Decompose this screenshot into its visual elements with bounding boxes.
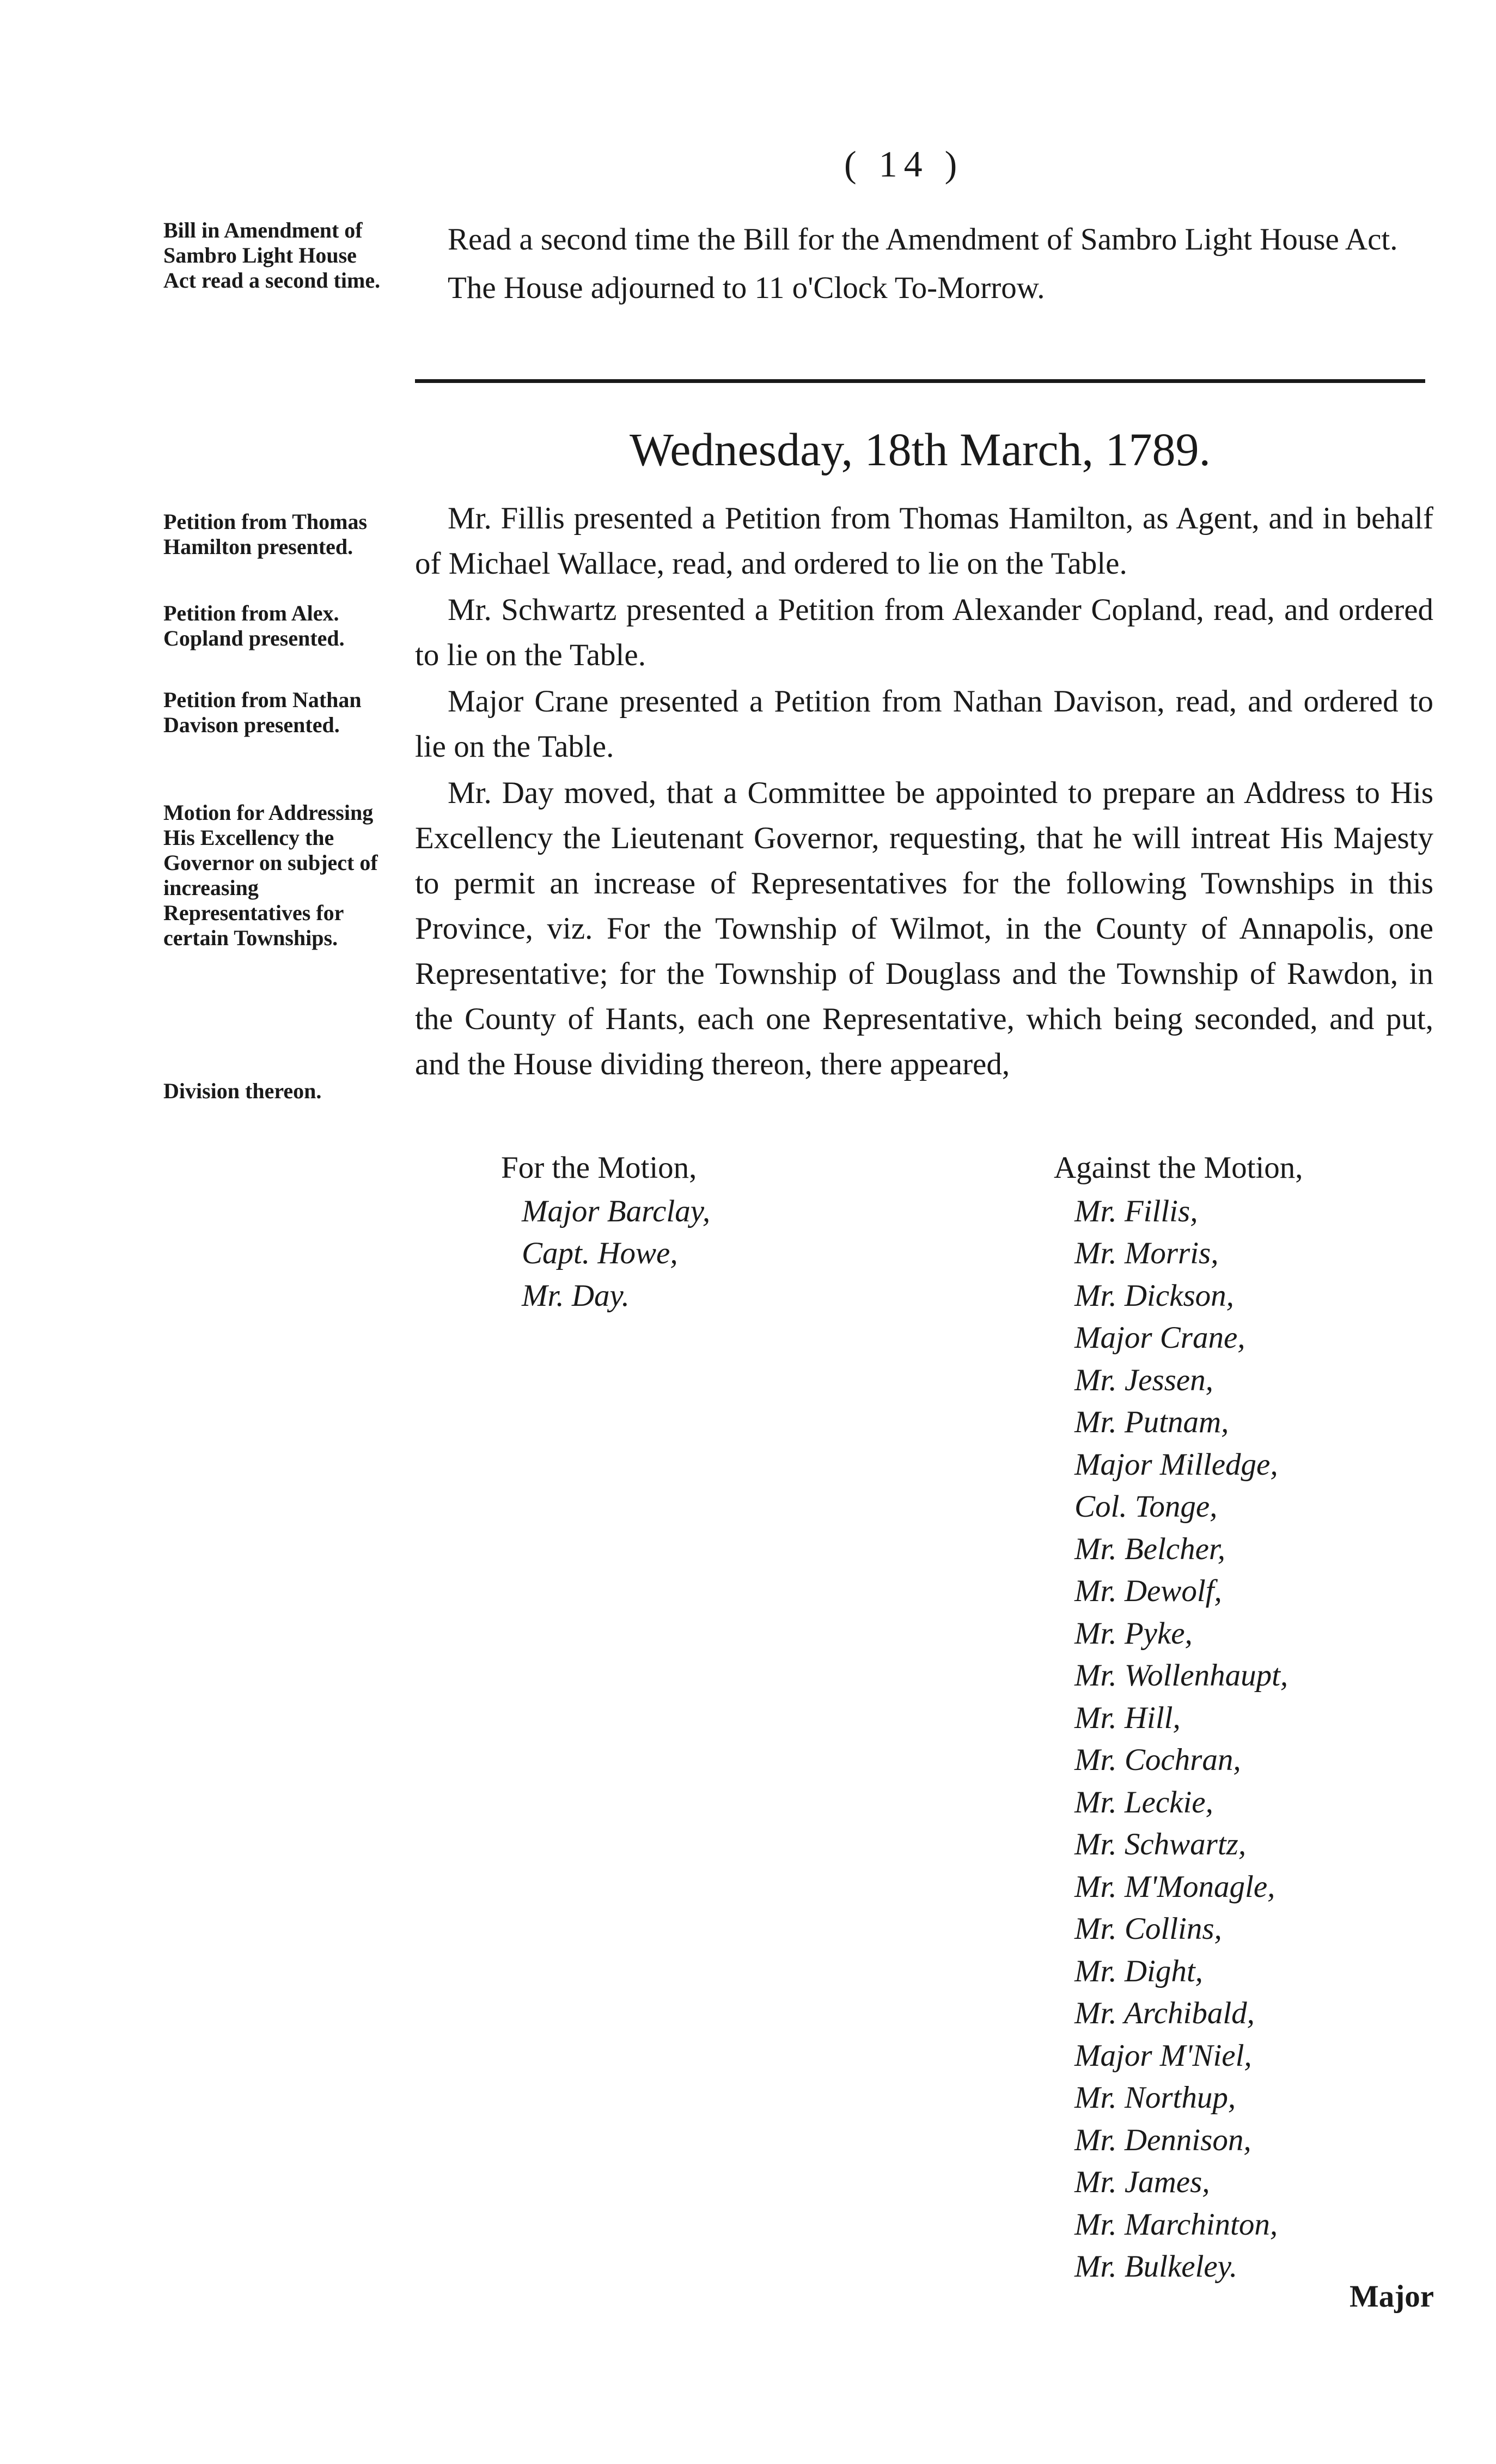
for-member: Major Barclay,	[522, 1194, 711, 1228]
against-member: Mr. Archibald,	[1074, 1996, 1255, 2030]
against-member: Mr. Hill,	[1074, 1700, 1181, 1735]
paragraph-copland-petition: Mr. Schwartz presented a Petition from Alexander Copland, read, and ordered to lie on the Table.	[415, 593, 1433, 672]
margin-note-davison-petition: Petition from Nathan Davison presented.	[163, 688, 362, 737]
against-member: Mr. Northup,	[1074, 2080, 1236, 2115]
against-member: Mr. Fillis,	[1074, 1194, 1198, 1228]
paragraph-motion: Mr. Day moved, that a Committee be appointed to prepare an Address to His Excellency the Lieutenant Governor, requesting, that he will intreat His Majesty to permit an increase of Representatives for the following Townships in this Province, viz. For the Township of Wilmot, in the County of Annapolis, one Representative; for the Township of Douglass and the Township of Rawdon, in the County of Hants, each one Representative, which being seconded, and put, and the House dividing thereon, there appeared,	[415, 776, 1433, 1081]
page-number: ( 14 )	[844, 143, 964, 185]
paragraph-davison-petition: Major Crane presented a Petition from Nathan Davison, read, and ordered to lie on the Table.	[415, 684, 1433, 764]
against-member: Mr. Leckie,	[1074, 1785, 1213, 1820]
vote-against-list	[1054, 1190, 1303, 2288]
paragraph-second-reading: Read a second time the Bill for the Amendment of Sambro Light House Act.	[448, 222, 1398, 257]
against-member: Mr. Putnam,	[1074, 1405, 1229, 1439]
against-member: Mr. Wollenhaupt,	[1074, 1658, 1289, 1693]
against-member: Mr. Collins,	[1074, 1912, 1222, 1946]
date-heading: Wednesday, 18th March, 1789.	[629, 423, 1211, 476]
against-member: Mr. Schwartz,	[1074, 1827, 1247, 1861]
against-member: Mr. Morris,	[1074, 1236, 1219, 1270]
against-member: Mr. Bulkeley.	[1074, 2249, 1238, 2284]
margin-note-division: Division thereon.	[163, 1079, 322, 1103]
main-text	[415, 496, 1433, 1087]
against-member: Mr. Jessen,	[1074, 1362, 1213, 1397]
against-member: Major Milledge,	[1074, 1447, 1278, 1482]
vote-against-column	[1054, 1147, 1303, 2288]
margin-note-copland-petition: Petition from Alex. Copland presented.	[163, 601, 345, 650]
against-member: Mr. Belcher,	[1074, 1531, 1226, 1566]
against-member: Mr. Cochran,	[1074, 1743, 1241, 1777]
vote-for-title: For the Motion,	[501, 1151, 697, 1185]
against-member: Major Crane,	[1074, 1321, 1245, 1355]
against-member: Mr. Dight,	[1074, 1954, 1203, 1988]
against-member: Mr. Dewolf,	[1074, 1574, 1222, 1608]
vote-for-column	[501, 1147, 710, 1317]
vote-against-title: Against the Motion,	[1054, 1151, 1303, 1185]
against-member: Mr. Dennison,	[1074, 2122, 1251, 2157]
for-member: Mr. Day.	[522, 1278, 630, 1313]
against-member: Major M'Niel,	[1074, 2038, 1252, 2073]
margin-note-motion-address: Motion for Addressing His Excellency the Governor on subject of increasing Representatives for certain Townships.	[163, 800, 378, 950]
against-member: Mr. M'Monagle,	[1074, 1869, 1275, 1904]
section-divider	[415, 379, 1425, 390]
against-member: Col. Tonge,	[1074, 1489, 1218, 1524]
against-member: Mr. Dickson,	[1074, 1278, 1234, 1313]
paragraph-hamilton-petition: Mr. Fillis presented a Petition from Thomas Hamilton, as Agent, and in behalf of Michael Wallace, read, and ordered to lie on the Table.	[415, 501, 1433, 581]
for-member: Capt. Howe,	[522, 1236, 678, 1270]
vote-for-list	[501, 1190, 710, 1317]
against-member: Mr. Pyke,	[1074, 1616, 1193, 1651]
margin-note-sambro-bill: Bill in Amendment of Sambro Light House Act read a second time.	[163, 218, 381, 293]
opening-text	[415, 217, 1433, 311]
margin-note-hamilton-petition: Petition from Thomas Hamilton presented.	[163, 509, 368, 559]
against-member: Mr. Marchinton,	[1074, 2207, 1278, 2242]
paragraph-adjournment: The House adjourned to 11 o'Clock To-Morrow.	[448, 271, 1045, 305]
catchword: Major	[1350, 2279, 1434, 2314]
against-member: Mr. James,	[1074, 2165, 1210, 2199]
